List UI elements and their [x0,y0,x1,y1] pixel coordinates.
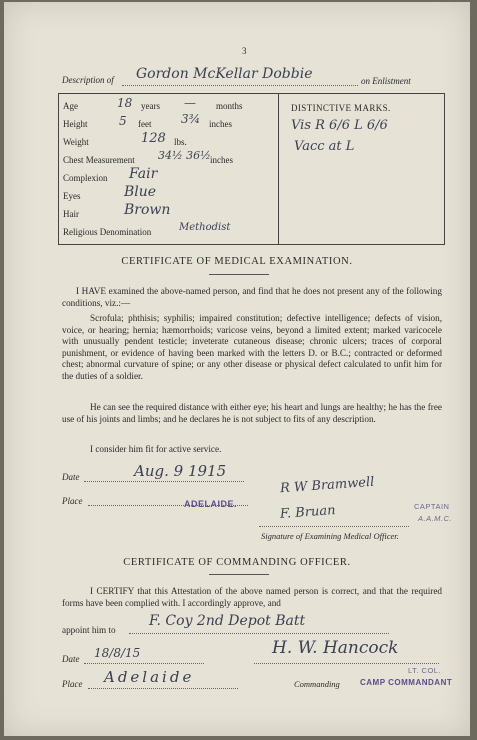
commanding-heading: CERTIFICATE OF COMMANDING OFFICER. [123,557,351,568]
religion-label: Religious Denomination [63,227,152,237]
description-label [62,75,114,85]
commanding-date-label: Date [62,654,80,664]
complexion-value: Fair [129,166,158,182]
weight-label: Weight [63,137,89,147]
lbs-label: lbs. [174,137,187,147]
captain-stamp: CAPTAIN [414,502,450,511]
commanding-place-label: Place [62,679,83,689]
age-years-value: 18 [117,96,133,110]
months-label: months [216,101,243,111]
commanding-place-value: Adelaide [104,668,195,686]
page-number: 3 [242,46,247,56]
description-of-text: of [106,75,114,85]
medical-signature-2: F. Bruan [279,503,336,522]
medical-date-value: Aug. 9 1915 [134,462,227,480]
height-feet-value: 5 [119,114,127,128]
medical-heading: CERTIFICATE OF MEDICAL EXAMINATION. [121,256,353,267]
eyes-label: Eyes [63,191,81,201]
medical-heading-rule [209,274,269,275]
soldier-name: Gordon McKellar Dobbie [136,66,313,82]
medical-conditions: Scrofula; phthisis; syphilis; impaired constitution; defective intelligence; defects of vision, voice, or hearing; hernia; hæmorrhoids; varicose veins, beyond a limited extent; marked varicocele with unusually pendent testicle; inveterate cutaneous disease; chronic ulcers; traces of corporal punishment, or evidence of having been marked with the letters D. or B.C.; contracted or deformed chest; abnormal curvature of spine; or any other disease or physical defect calculated to unfit him for the duties of a soldier. [62,313,442,381]
commanding-signature: H. W. Hancock [272,638,399,658]
height-label: Height [63,119,88,129]
eyes-value: Blue [124,184,157,200]
commanding-certification: I CERTIFY that this Attestation of the above named person is correct, and that the required forms have been complied with. I accordingly approve, and [62,586,442,608]
commanding-date-rule [84,663,204,664]
commanding-label: Commanding [294,679,340,689]
medical-place-label: Place [62,496,83,506]
name-rule [122,85,358,86]
age-label: Age [63,101,78,111]
complexion-label: Complexion [63,173,108,183]
aamc-stamp: A.A.M.C. [418,514,453,523]
appoint-rule [129,633,389,634]
commanding-place-rule [88,688,238,689]
age-months-value: — [184,96,196,110]
distinctive-marks-line-1: Vis R 6/6 L 6/6 [291,118,388,133]
height-inches-value: 3¾ [181,112,201,126]
commanding-signature-rule [254,663,439,664]
adelaide-stamp: ADELAIDE. [184,499,238,509]
medical-signature-caption: Signature of Examining Medical Officer. [261,531,399,541]
medical-sight-statement: He can see the required distance with either eye; his heart and lungs are healthy; he has the free use of his joints and limbs; and he declares he is not subject to fits of any description. [62,402,442,424]
commanding-date-value: 18/8/15 [94,646,141,660]
distinctive-marks-label: DISTINCTIVE MARKS. [291,103,391,113]
chest-inches-label: inches [210,155,233,165]
years-label: years [141,101,160,111]
camp-commandant-stamp: CAMP COMMANDANT [360,678,453,687]
lt-col-stamp: LT. COL. [408,666,442,675]
inches-label: inches [209,119,232,129]
feet-label: feet [138,119,152,129]
medical-date-rule [84,481,244,482]
medical-signature-rule [259,526,409,527]
fit-statement: I consider him fit for active service. [90,444,222,454]
on-enlistment-label: on Enlistment [361,76,411,86]
weight-value: 128 [141,131,166,146]
appoint-label: appoint him to [62,625,116,635]
description-label-text: Description [62,75,105,85]
appoint-value: F. Coy 2nd Depot Batt [149,613,306,629]
medical-intro: I HAVE examined the above-named person, and find that he does not present any of the following conditions, viz.:— [62,286,442,308]
box-divider [278,93,279,244]
chest-label: Chest Measurement [63,155,135,165]
religion-value: Methodist [179,222,231,233]
medical-signature-1: R W Bramwell [279,474,375,497]
hair-label: Hair [63,209,79,219]
distinctive-marks-line-2: Vacc at L [294,139,355,154]
chest-value: 34½ 36½ [158,149,211,162]
medical-date-label: Date [62,472,80,482]
hair-value: Brown [124,202,171,218]
particulars-box [58,93,445,245]
commanding-heading-rule [209,574,269,575]
attestation-page [4,2,470,736]
